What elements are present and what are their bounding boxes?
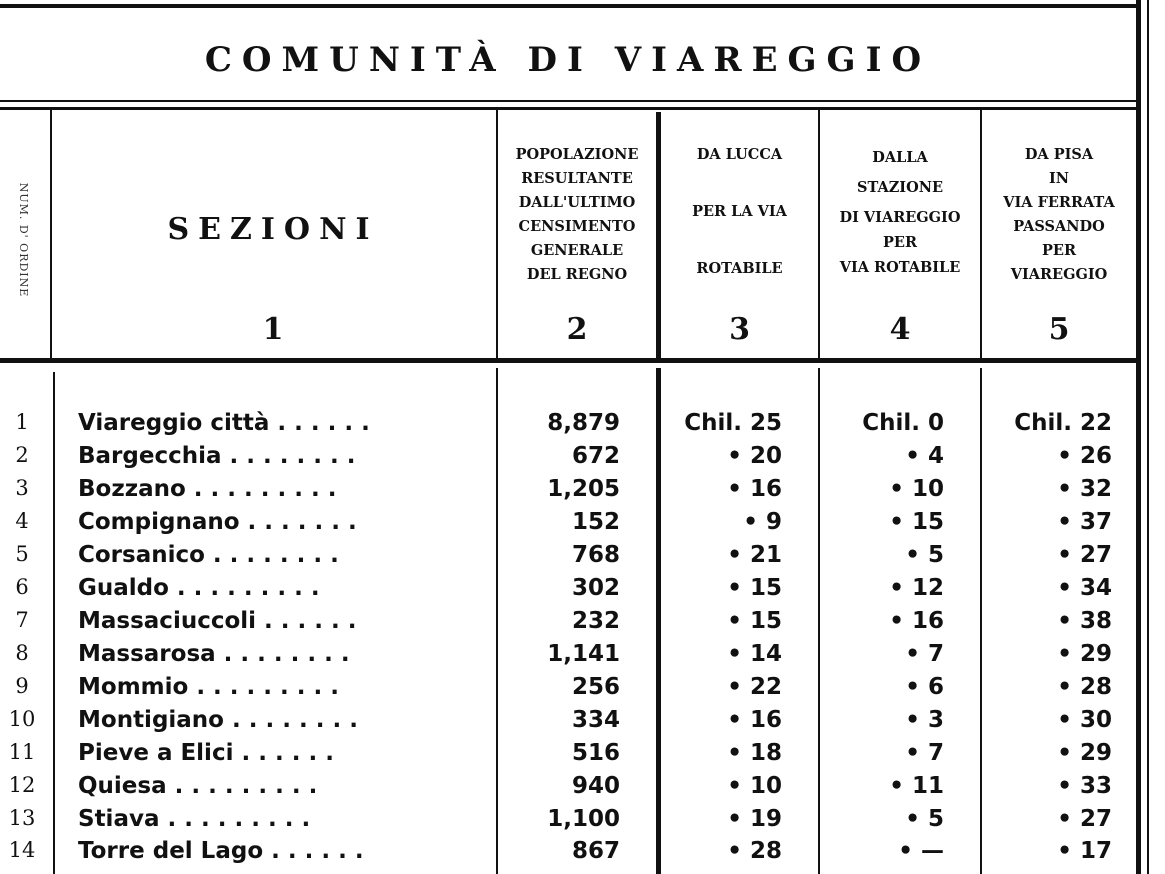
row-dalla-stazione: • 5 bbox=[905, 542, 944, 568]
table-row bbox=[0, 476, 1136, 508]
row-da-pisa: • 27 bbox=[1057, 542, 1112, 568]
row-popolazione: 152 bbox=[571, 509, 620, 535]
row-number: 2 bbox=[15, 443, 29, 467]
header-line: GENERALE bbox=[530, 242, 624, 259]
row-dalla-stazione: • 4 bbox=[905, 443, 944, 469]
header-line: RESULTANTE bbox=[521, 170, 633, 187]
row-dalla-stazione: • 10 bbox=[889, 476, 944, 502]
row-number: 12 bbox=[8, 773, 36, 797]
row-sezione: Viareggio città . . . . . . bbox=[78, 410, 370, 436]
row-number: 8 bbox=[15, 641, 29, 665]
column-number-3: 3 bbox=[729, 312, 750, 347]
header-line: PER bbox=[1041, 242, 1076, 259]
header-line: DEL REGNO bbox=[526, 266, 628, 283]
row-da-lucca: • 19 bbox=[727, 806, 782, 832]
row-dalla-stazione: • 7 bbox=[905, 740, 944, 766]
row-sezione: Stiava . . . . . . . . . bbox=[78, 806, 311, 832]
header-dalla-stazione bbox=[820, 143, 980, 283]
row-number: 6 bbox=[15, 575, 29, 599]
row-dalla-stazione: • 11 bbox=[889, 773, 944, 799]
header-line: PER LA VIA bbox=[692, 203, 787, 220]
header-line: VIAREGGIO bbox=[1010, 266, 1108, 283]
page-title: COMUNITÀ DI VIAREGGIO bbox=[204, 40, 932, 80]
row-sezione: Corsanico . . . . . . . . bbox=[78, 542, 339, 568]
header-line: IN bbox=[1048, 170, 1070, 187]
row-popolazione: 516 bbox=[571, 740, 620, 766]
row-da-lucca: • 22 bbox=[727, 674, 782, 700]
right-frame-border bbox=[1136, 0, 1141, 874]
row-sezione: Massaciuccoli . . . . . . bbox=[78, 608, 357, 634]
row-sezione: Compignano . . . . . . . bbox=[78, 509, 357, 535]
row-popolazione: 940 bbox=[571, 773, 620, 799]
row-dalla-stazione: • 5 bbox=[905, 806, 944, 832]
table-row bbox=[0, 575, 1136, 607]
row-da-pisa: • 37 bbox=[1057, 509, 1112, 535]
row-dalla-stazione: • 15 bbox=[889, 509, 944, 535]
row-popolazione: 8,879 bbox=[547, 410, 620, 436]
row-dalla-stazione: • 7 bbox=[905, 641, 944, 667]
row-da-lucca: • 14 bbox=[727, 641, 782, 667]
column-number-4: 4 bbox=[889, 312, 911, 347]
row-popolazione: 672 bbox=[571, 443, 620, 469]
row-popolazione: 1,205 bbox=[547, 476, 620, 502]
header-line: PER bbox=[882, 234, 917, 251]
row-sezione: Torre del Lago . . . . . . bbox=[78, 838, 364, 864]
row-da-lucca: Chil. 25 bbox=[684, 410, 782, 436]
row-popolazione: 768 bbox=[571, 542, 620, 568]
row-da-lucca: • 15 bbox=[727, 608, 782, 634]
header-popolazione bbox=[498, 143, 656, 287]
row-da-lucca: • 16 bbox=[727, 707, 782, 733]
table-row bbox=[0, 773, 1136, 805]
header-sezioni: SEZIONI bbox=[167, 212, 379, 247]
row-dalla-stazione: • 16 bbox=[889, 608, 944, 634]
row-dalla-stazione: • — bbox=[898, 838, 944, 864]
row-popolazione: 256 bbox=[571, 674, 620, 700]
column-number-2: 2 bbox=[566, 312, 588, 347]
row-dalla-stazione: • 12 bbox=[889, 575, 944, 601]
row-da-pisa: • 30 bbox=[1057, 707, 1112, 733]
header-rule bbox=[0, 358, 1141, 363]
row-sezione: Pieve a Elici . . . . . . bbox=[78, 740, 334, 766]
table-row bbox=[0, 410, 1136, 442]
header-line: DA LUCCA bbox=[696, 146, 783, 163]
row-popolazione: 232 bbox=[571, 608, 620, 634]
row-popolazione: 867 bbox=[571, 838, 620, 864]
header-line: DA PISA bbox=[1024, 146, 1094, 163]
row-number: 1 bbox=[15, 410, 29, 434]
table-row bbox=[0, 838, 1136, 870]
header-line: DALLA bbox=[872, 149, 928, 166]
row-dalla-stazione: Chil. 0 bbox=[862, 410, 944, 436]
row-number: 9 bbox=[15, 674, 29, 698]
row-da-pisa: • 29 bbox=[1057, 641, 1112, 667]
header-line: CENSIMENTO bbox=[518, 218, 636, 235]
row-number: 7 bbox=[15, 608, 29, 632]
row-dalla-stazione: • 3 bbox=[905, 707, 944, 733]
row-da-lucca: • 28 bbox=[727, 838, 782, 864]
row-number: 5 bbox=[15, 542, 29, 566]
row-sezione: Gualdo . . . . . . . . . bbox=[78, 575, 320, 601]
header-line: VIA ROTABILE bbox=[839, 259, 961, 276]
top-border bbox=[0, 4, 1141, 8]
title-rule-double bbox=[0, 107, 1141, 110]
table-row bbox=[0, 806, 1136, 838]
row-da-pisa: • 29 bbox=[1057, 740, 1112, 766]
header-da-lucca bbox=[661, 143, 818, 281]
row-da-pisa: • 38 bbox=[1057, 608, 1112, 634]
row-sezione: Bozzano . . . . . . . . . bbox=[78, 476, 337, 502]
column-number-5: 5 bbox=[1048, 312, 1070, 347]
header-line: DALL'ULTIMO bbox=[518, 194, 636, 211]
row-da-pisa: • 33 bbox=[1057, 773, 1112, 799]
table-row bbox=[0, 443, 1136, 475]
header-line: STAZIONE bbox=[856, 179, 944, 196]
row-number: 14 bbox=[8, 838, 36, 862]
header-ordine: NUM. D' ORDINE bbox=[17, 182, 30, 298]
table-row bbox=[0, 509, 1136, 541]
row-number: 3 bbox=[15, 476, 29, 500]
row-popolazione: 1,100 bbox=[547, 806, 620, 832]
title-rule bbox=[0, 100, 1141, 102]
row-number: 11 bbox=[8, 740, 36, 764]
row-da-lucca: • 21 bbox=[727, 542, 782, 568]
row-sezione: Bargecchia . . . . . . . . bbox=[78, 443, 356, 469]
table-row bbox=[0, 608, 1136, 640]
row-da-lucca: • 10 bbox=[727, 773, 782, 799]
row-number: 4 bbox=[15, 509, 29, 533]
row-sezione: Massarosa . . . . . . . . bbox=[78, 641, 350, 667]
row-popolazione: 1,141 bbox=[547, 641, 620, 667]
row-popolazione: 334 bbox=[571, 707, 620, 733]
row-popolazione: 302 bbox=[571, 575, 620, 601]
row-da-lucca: • 15 bbox=[727, 575, 782, 601]
row-da-pisa: • 17 bbox=[1057, 838, 1112, 864]
table-row bbox=[0, 740, 1136, 772]
table-row bbox=[0, 542, 1136, 574]
right-frame-border-thin bbox=[1147, 0, 1149, 874]
row-da-pisa: • 27 bbox=[1057, 806, 1112, 832]
header-line: DI VIAREGGIO bbox=[839, 209, 961, 226]
row-da-lucca: • 16 bbox=[727, 476, 782, 502]
row-number: 10 bbox=[8, 707, 36, 731]
header-line: POPOLAZIONE bbox=[515, 146, 639, 163]
row-da-lucca: • 9 bbox=[743, 509, 782, 535]
header-line: PASSANDO bbox=[1013, 218, 1105, 235]
header-da-pisa bbox=[982, 143, 1136, 287]
row-sezione: Quiesa . . . . . . . . . bbox=[78, 773, 318, 799]
row-da-pisa: Chil. 22 bbox=[1014, 410, 1112, 436]
row-sezione: Mommio . . . . . . . . . bbox=[78, 674, 340, 700]
table-row bbox=[0, 707, 1136, 739]
row-dalla-stazione: • 6 bbox=[905, 674, 944, 700]
table-row bbox=[0, 641, 1136, 673]
row-da-pisa: • 28 bbox=[1057, 674, 1112, 700]
row-da-pisa: • 32 bbox=[1057, 476, 1112, 502]
row-number: 13 bbox=[8, 806, 36, 830]
header-line: VIA FERRATA bbox=[1003, 194, 1115, 211]
row-da-pisa: • 26 bbox=[1057, 443, 1112, 469]
row-da-lucca: • 20 bbox=[727, 443, 782, 469]
header-line: ROTABILE bbox=[696, 260, 783, 277]
row-sezione: Montigiano . . . . . . . . bbox=[78, 707, 358, 733]
column-number-1: 1 bbox=[262, 312, 284, 347]
row-da-pisa: • 34 bbox=[1057, 575, 1112, 601]
row-da-lucca: • 18 bbox=[727, 740, 782, 766]
table-row bbox=[0, 674, 1136, 706]
